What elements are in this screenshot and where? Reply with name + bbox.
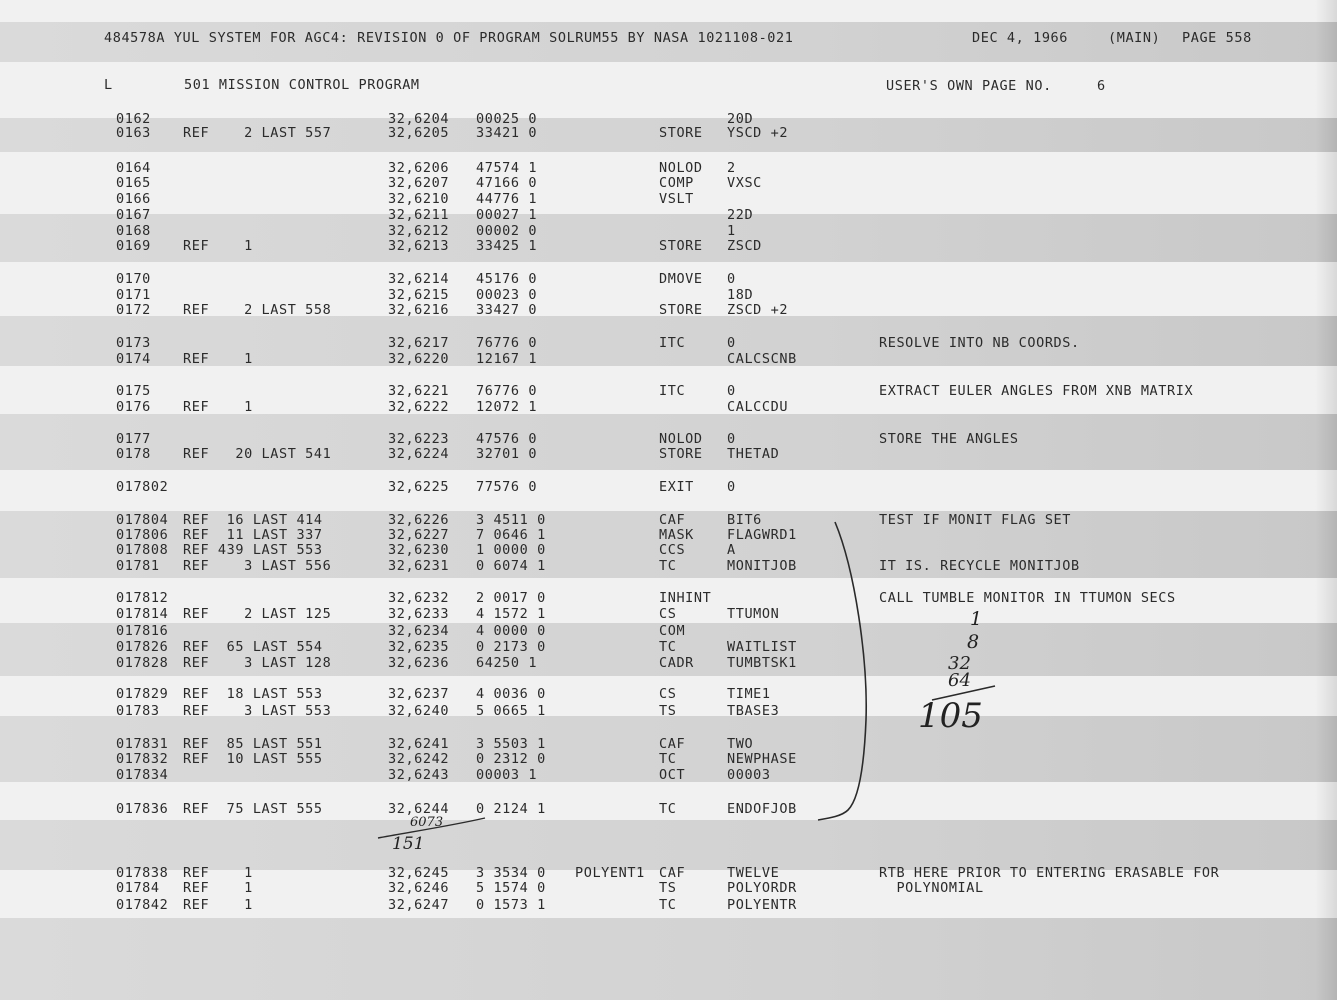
memory-address: 32,6223 xyxy=(388,431,450,447)
operand: 00003 xyxy=(727,767,771,783)
opcode: INHINT xyxy=(659,590,712,606)
opcode: CADR xyxy=(659,655,694,671)
opcode: EXIT xyxy=(659,479,694,495)
memory-address: 32,6240 xyxy=(388,703,450,719)
memory-address: 32,6221 xyxy=(388,383,450,399)
reference-info: REF 1 xyxy=(183,351,253,367)
opcode: NOLOD xyxy=(659,431,703,447)
users-own-page-number: 6 xyxy=(1097,78,1106,94)
octal-word: 33425 1 xyxy=(476,238,538,254)
reference-info: REF 18 LAST 553 xyxy=(183,686,323,702)
listing-header-section: (MAIN) xyxy=(1108,30,1161,46)
listing-marker: L xyxy=(104,77,113,93)
octal-word: 5 1574 0 xyxy=(476,880,546,896)
hand-sum-term-2: 8 xyxy=(967,631,980,653)
memory-address: 32,6227 xyxy=(388,527,450,543)
comment: RESOLVE INTO NB COORDS. xyxy=(879,335,1080,351)
line-sequence: 017836 xyxy=(116,801,169,817)
operand: 0 xyxy=(727,271,736,287)
line-sequence: 0171 xyxy=(116,287,151,303)
octal-word: 4 1572 1 xyxy=(476,606,546,622)
line-sequence: 01781 xyxy=(116,558,160,574)
opcode: OCT xyxy=(659,767,686,783)
octal-word: 45176 0 xyxy=(476,271,538,287)
memory-address: 32,6231 xyxy=(388,558,450,574)
opcode: CS xyxy=(659,686,677,702)
listing-page-number: PAGE 558 xyxy=(1182,30,1252,46)
hand-calc-top: 6073 xyxy=(410,815,444,830)
opcode: TC xyxy=(659,639,677,655)
listing-header-title: 484578A YUL SYSTEM FOR AGC4: REVISION 0 OF PROGRAM SOLRUM55 BY NASA 1021108-021 xyxy=(104,30,794,46)
line-sequence: 0172 xyxy=(116,302,151,318)
operand: 22D xyxy=(727,207,754,223)
reference-info: REF 11 LAST 337 xyxy=(183,527,323,543)
line-sequence: 017814 xyxy=(116,606,169,622)
octal-word: 64250 1 xyxy=(476,655,538,671)
operand: 0 xyxy=(727,431,736,447)
octal-word: 44776 1 xyxy=(476,191,538,207)
memory-address: 32,6216 xyxy=(388,302,450,318)
hand-sum-total: 105 xyxy=(918,696,983,736)
line-sequence: 017828 xyxy=(116,655,169,671)
octal-word: 0 2312 0 xyxy=(476,751,546,767)
memory-address: 32,6213 xyxy=(388,238,450,254)
operand: 20D xyxy=(727,111,754,127)
opcode: ITC xyxy=(659,335,686,351)
comment: RTB HERE PRIOR TO ENTERING ERASABLE FOR xyxy=(879,865,1220,881)
memory-address: 32,6246 xyxy=(388,880,450,896)
octal-word: 76776 0 xyxy=(476,335,538,351)
reference-info: REF 3 LAST 128 xyxy=(183,655,332,671)
memory-address: 32,6233 xyxy=(388,606,450,622)
octal-word: 47574 1 xyxy=(476,160,538,176)
reference-info: REF 10 LAST 555 xyxy=(183,751,323,767)
operand: ZSCD xyxy=(727,238,762,254)
operand: MONITJOB xyxy=(727,558,797,574)
opcode: TC xyxy=(659,751,677,767)
line-sequence: 017834 xyxy=(116,767,169,783)
operand: POLYORDR xyxy=(727,880,797,896)
opcode: CAF xyxy=(659,736,686,752)
octal-word: 4 0000 0 xyxy=(476,623,546,639)
operand: BIT6 xyxy=(727,512,762,528)
octal-word: 0 2124 1 xyxy=(476,801,546,817)
bracket-stroke xyxy=(818,522,866,820)
operand: NEWPHASE xyxy=(727,751,797,767)
memory-address: 32,6237 xyxy=(388,686,450,702)
octal-word: 1 0000 0 xyxy=(476,542,546,558)
octal-word: 3 5503 1 xyxy=(476,736,546,752)
line-sequence: 0164 xyxy=(116,160,151,176)
comment: CALL TUMBLE MONITOR IN TTUMON SECS xyxy=(879,590,1176,606)
hand-sum-term-4: 64 xyxy=(948,670,971,691)
operand: CALCSCNB xyxy=(727,351,797,367)
listing-header-date: DEC 4, 1966 xyxy=(972,30,1069,46)
reference-info: REF 85 LAST 551 xyxy=(183,736,323,752)
memory-address: 32,6214 xyxy=(388,271,450,287)
operand: FLAGWRD1 xyxy=(727,527,797,543)
opcode: MASK xyxy=(659,527,694,543)
memory-address: 32,6217 xyxy=(388,335,450,351)
hand-sum-term-3: 32 xyxy=(948,653,971,674)
opcode: ITC xyxy=(659,383,686,399)
comment: STORE THE ANGLES xyxy=(879,431,1019,447)
operand: ENDOFJOB xyxy=(727,801,797,817)
opcode: STORE xyxy=(659,125,703,141)
opcode: COMP xyxy=(659,175,694,191)
statement-label: POLYENT1 xyxy=(575,865,645,881)
program-title: 501 MISSION CONTROL PROGRAM xyxy=(184,77,420,93)
line-sequence: 01784 xyxy=(116,880,160,896)
opcode: CS xyxy=(659,606,677,622)
octal-word: 3 3534 0 xyxy=(476,865,546,881)
octal-word: 47166 0 xyxy=(476,175,538,191)
operand: A xyxy=(727,542,736,558)
memory-address: 32,6215 xyxy=(388,287,450,303)
octal-word: 00023 0 xyxy=(476,287,538,303)
memory-address: 32,6244 xyxy=(388,801,450,817)
line-sequence: 01783 xyxy=(116,703,160,719)
comment: POLYNOMIAL xyxy=(879,880,984,896)
opcode: TC xyxy=(659,801,677,817)
memory-address: 32,6230 xyxy=(388,542,450,558)
octal-word: 33421 0 xyxy=(476,125,538,141)
line-sequence: 017804 xyxy=(116,512,169,528)
reference-info: REF 65 LAST 554 xyxy=(183,639,323,655)
octal-word: 2 0017 0 xyxy=(476,590,546,606)
users-own-page-label: USER'S OWN PAGE NO. xyxy=(886,78,1052,94)
memory-address: 32,6241 xyxy=(388,736,450,752)
hand-sum-term-1: 1 xyxy=(970,608,983,630)
comment: TEST IF MONIT FLAG SET xyxy=(879,512,1072,528)
opcode: VSLT xyxy=(659,191,694,207)
line-sequence: 017826 xyxy=(116,639,169,655)
reference-info: REF 3 LAST 556 xyxy=(183,558,332,574)
octal-word: 00002 0 xyxy=(476,223,538,239)
memory-address: 32,6226 xyxy=(388,512,450,528)
operand: 2 xyxy=(727,160,736,176)
operand: CALCCDU xyxy=(727,399,789,415)
hand-calc-bottom: 151 xyxy=(392,834,425,854)
octal-word: 0 1573 1 xyxy=(476,897,546,913)
line-sequence: 0166 xyxy=(116,191,151,207)
opcode: STORE xyxy=(659,302,703,318)
reference-info: REF 2 LAST 125 xyxy=(183,606,332,622)
memory-address: 32,6234 xyxy=(388,623,450,639)
line-sequence: 017832 xyxy=(116,751,169,767)
comment: EXTRACT EULER ANGLES FROM XNB MATRIX xyxy=(879,383,1194,399)
operand: 0 xyxy=(727,479,736,495)
memory-address: 32,6210 xyxy=(388,191,450,207)
reference-info: REF 16 LAST 414 xyxy=(183,512,323,528)
operand: WAITLIST xyxy=(727,639,797,655)
reference-info: REF 3 LAST 553 xyxy=(183,703,332,719)
memory-address: 32,6205 xyxy=(388,125,450,141)
operand: POLYENTR xyxy=(727,897,797,913)
reference-info: REF 1 xyxy=(183,238,253,254)
line-sequence: 0175 xyxy=(116,383,151,399)
memory-address: 32,6242 xyxy=(388,751,450,767)
octal-word: 0 2173 0 xyxy=(476,639,546,655)
reference-info: REF 20 LAST 541 xyxy=(183,446,332,462)
reference-info: REF 1 xyxy=(183,399,253,415)
line-sequence: 0177 xyxy=(116,431,151,447)
octal-word: 00003 1 xyxy=(476,767,538,783)
octal-word: 47576 0 xyxy=(476,431,538,447)
line-sequence: 017842 xyxy=(116,897,169,913)
line-sequence: 0178 xyxy=(116,446,151,462)
octal-word: 00025 0 xyxy=(476,111,538,127)
line-sequence: 0165 xyxy=(116,175,151,191)
octal-word: 5 0665 1 xyxy=(476,703,546,719)
opcode: CCS xyxy=(659,542,686,558)
comment: IT IS. RECYCLE MONITJOB xyxy=(879,558,1080,574)
line-sequence: 0173 xyxy=(116,335,151,351)
line-sequence: 017802 xyxy=(116,479,169,495)
line-sequence: 017816 xyxy=(116,623,169,639)
line-sequence: 0170 xyxy=(116,271,151,287)
line-sequence: 0162 xyxy=(116,111,151,127)
line-sequence: 0168 xyxy=(116,223,151,239)
opcode: STORE xyxy=(659,238,703,254)
operand: VXSC xyxy=(727,175,762,191)
memory-address: 32,6212 xyxy=(388,223,450,239)
line-sequence: 017808 xyxy=(116,542,169,558)
operand: 0 xyxy=(727,383,736,399)
octal-word: 3 4511 0 xyxy=(476,512,546,528)
reference-info: REF 439 LAST 553 xyxy=(183,542,323,558)
reference-info: REF 1 xyxy=(183,880,253,896)
octal-word: 0 6074 1 xyxy=(476,558,546,574)
reference-info: REF 75 LAST 555 xyxy=(183,801,323,817)
memory-address: 32,6243 xyxy=(388,767,450,783)
operand: YSCD +2 xyxy=(727,125,789,141)
opcode: TC xyxy=(659,897,677,913)
octal-word: 12167 1 xyxy=(476,351,538,367)
octal-word: 32701 0 xyxy=(476,446,538,462)
line-sequence: 0176 xyxy=(116,399,151,415)
operand: THETAD xyxy=(727,446,780,462)
line-sequence: 0163 xyxy=(116,125,151,141)
octal-word: 4 0036 0 xyxy=(476,686,546,702)
memory-address: 32,6220 xyxy=(388,351,450,367)
operand: 1 xyxy=(727,223,736,239)
line-sequence: 017831 xyxy=(116,736,169,752)
memory-address: 32,6206 xyxy=(388,160,450,176)
memory-address: 32,6232 xyxy=(388,590,450,606)
reference-info: REF 1 xyxy=(183,865,253,881)
memory-address: 32,6225 xyxy=(388,479,450,495)
line-sequence: 017812 xyxy=(116,590,169,606)
line-sequence: 017806 xyxy=(116,527,169,543)
operand: TIME1 xyxy=(727,686,771,702)
operand: TWO xyxy=(727,736,754,752)
opcode: DMOVE xyxy=(659,271,703,287)
opcode: NOLOD xyxy=(659,160,703,176)
line-sequence: 0167 xyxy=(116,207,151,223)
line-sequence: 0169 xyxy=(116,238,151,254)
memory-address: 32,6247 xyxy=(388,897,450,913)
memory-address: 32,6204 xyxy=(388,111,450,127)
opcode: STORE xyxy=(659,446,703,462)
opcode: COM xyxy=(659,623,686,639)
memory-address: 32,6224 xyxy=(388,446,450,462)
opcode: TC xyxy=(659,558,677,574)
octal-word: 33427 0 xyxy=(476,302,538,318)
memory-address: 32,6211 xyxy=(388,207,450,223)
octal-word: 76776 0 xyxy=(476,383,538,399)
operand: TTUMON xyxy=(727,606,780,622)
reference-info: REF 2 LAST 557 xyxy=(183,125,332,141)
memory-address: 32,6235 xyxy=(388,639,450,655)
memory-address: 32,6236 xyxy=(388,655,450,671)
reference-info: REF 2 LAST 558 xyxy=(183,302,332,318)
operand: TBASE3 xyxy=(727,703,780,719)
reference-info: REF 1 xyxy=(183,897,253,913)
memory-address: 32,6245 xyxy=(388,865,450,881)
opcode: CAF xyxy=(659,512,686,528)
operand: TUMBTSK1 xyxy=(727,655,797,671)
octal-word: 12072 1 xyxy=(476,399,538,415)
operand: ZSCD +2 xyxy=(727,302,789,318)
operand: TWELVE xyxy=(727,865,780,881)
memory-address: 32,6207 xyxy=(388,175,450,191)
line-sequence: 0174 xyxy=(116,351,151,367)
octal-word: 7 0646 1 xyxy=(476,527,546,543)
octal-word: 00027 1 xyxy=(476,207,538,223)
opcode: TS xyxy=(659,880,677,896)
octal-word: 77576 0 xyxy=(476,479,538,495)
opcode: CAF xyxy=(659,865,686,881)
memory-address: 32,6222 xyxy=(388,399,450,415)
line-sequence: 017829 xyxy=(116,686,169,702)
operand: 18D xyxy=(727,287,754,303)
opcode: TS xyxy=(659,703,677,719)
line-sequence: 017838 xyxy=(116,865,169,881)
operand: 0 xyxy=(727,335,736,351)
